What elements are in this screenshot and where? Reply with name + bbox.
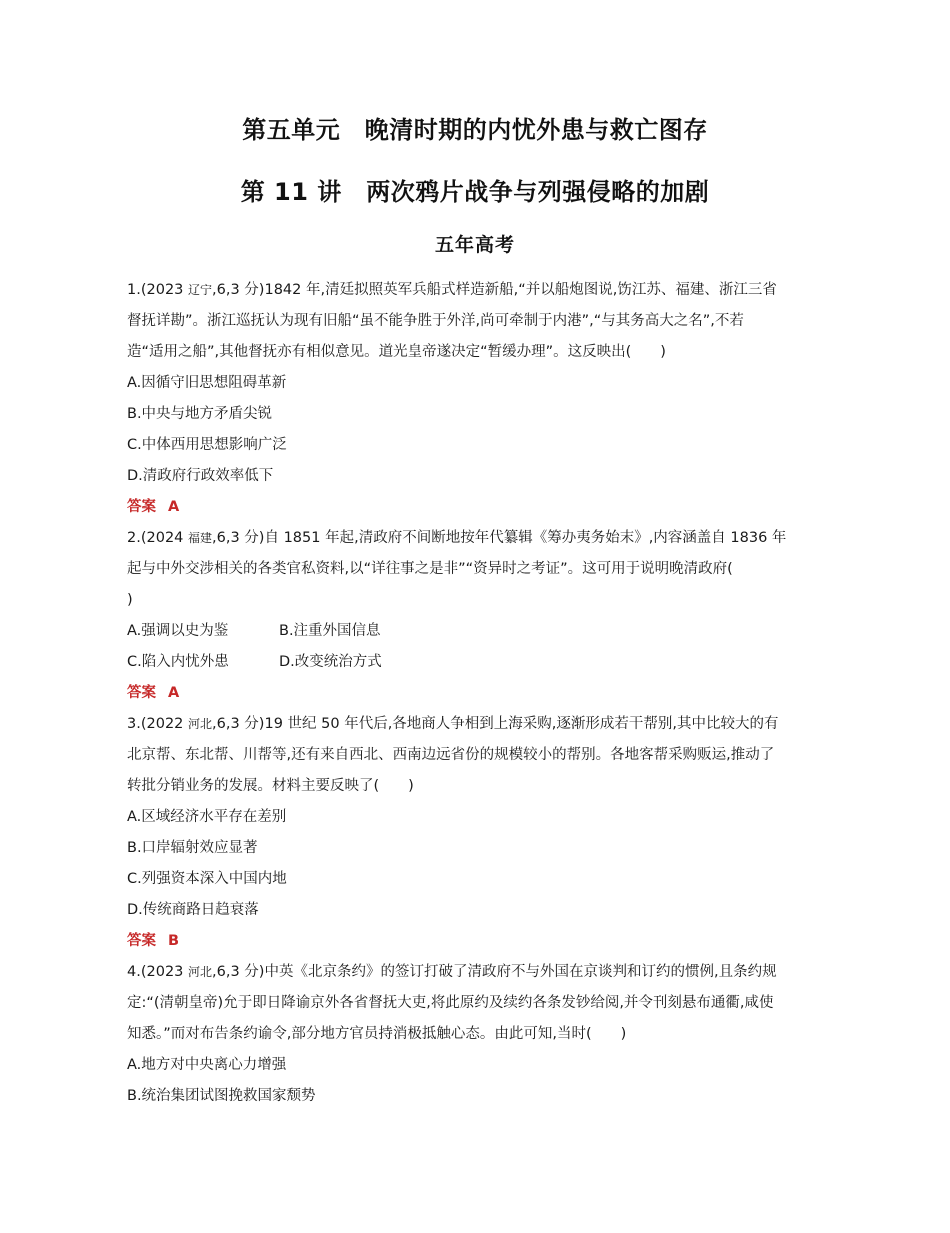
- answer-label: 答案: [127, 499, 156, 515]
- question-stem-line: [127, 709, 827, 740]
- question-meta: ,6,3 分): [212, 964, 265, 980]
- answer-line: [127, 492, 827, 523]
- option-b: B.中央与地方矛盾尖锐: [127, 406, 273, 422]
- option-row: [127, 616, 827, 647]
- answer-value: A: [168, 685, 180, 701]
- option-b: B.口岸辐射效应显著: [127, 840, 258, 856]
- question-stem-line: 转批分销业务的发展。材料主要反映了( ): [127, 778, 414, 794]
- option-c: C.陷入内忧外患: [127, 654, 229, 670]
- question-stem-text: 自 1851 年起,清政府不间断地按年代纂辑《筹办夷务始末》,内容涵盖自 1836 年: [264, 530, 787, 546]
- question-stem-line: 知悉。”而对布告条约谕令,部分地方官员持消极抵触心态。由此可知,当时( ): [127, 1026, 627, 1042]
- question-stem-line: 督抚详勘”。浙江巡抚认为现有旧船“虽不能争胜于外洋,尚可牵制于内港”,“与其务高大之名”,不若: [127, 313, 744, 329]
- option-c: C.中体西用思想影响广泛: [127, 437, 287, 453]
- question-stem-line: [127, 275, 827, 306]
- question-stem-text: 1842 年,清廷拟照英军兵船式样造新船,“并以船炮图说,饬江苏、福建、浙江三省: [264, 282, 777, 298]
- answer-line: [127, 926, 827, 957]
- question-source: 福建: [188, 531, 213, 545]
- section-title: 五年高考: [434, 234, 515, 256]
- question-stem-text: 19 世纪 50 年代后,各地商人争相到上海采购,逐渐形成若干帮别,其中比较大的有: [264, 716, 779, 732]
- option-a: A.区域经济水平存在差别: [127, 809, 287, 825]
- option-b: B.统治集团试图挽救国家颓势: [127, 1088, 316, 1104]
- option-d: D.清政府行政效率低下: [127, 468, 274, 484]
- question-number: 4.(2023: [127, 964, 189, 980]
- option-d: D.传统商路日趋衰落: [127, 902, 259, 918]
- question-stem-text: 中英《北京条约》的签订打破了清政府不与外国在京谈判和订约的惯例,且条约规: [264, 964, 777, 980]
- answer-line: [127, 678, 827, 709]
- question-source: 河北: [188, 717, 213, 731]
- question-1: [127, 275, 827, 1112]
- option-a: A.因循守旧思想阻碍革新: [127, 375, 287, 391]
- question-source: 辽宁: [188, 283, 213, 297]
- question-number: 2.(2024: [127, 530, 189, 546]
- unit-title: 第五单元 晚清时期的内忧外患与救亡图存: [242, 116, 708, 144]
- question-meta: ,6,3 分): [212, 716, 265, 732]
- option-a: A.地方对中央离心力增强: [127, 1057, 287, 1073]
- question-stem-line: ): [127, 592, 133, 608]
- question-stem-line: 北京帮、东北帮、川帮等,还有来自西北、西南边远省份的规模较小的帮别。各地客帮采购贩运,推动了: [127, 747, 775, 763]
- question-stem-line: [127, 523, 827, 554]
- question-stem-line: 起与中外交涉相关的各类官私资料,以“详往事之是非”“资异时之考证”。这可用于说明晚清政府(: [127, 561, 733, 577]
- question-meta: ,6,3 分): [212, 530, 265, 546]
- lesson-title: 第 11 讲 两次鸦片战争与列强侵略的加剧: [240, 178, 710, 206]
- answer-value: B: [168, 933, 180, 949]
- option-b: B.注重外国信息: [279, 623, 381, 639]
- question-stem-line: [127, 957, 827, 988]
- answer-label: 答案: [127, 933, 156, 949]
- answer-label: 答案: [127, 685, 156, 701]
- option-c: C.列强资本深入中国内地: [127, 871, 287, 887]
- option-row: [127, 647, 827, 678]
- question-source: 河北: [188, 965, 213, 979]
- question-stem-line: 造“适用之船”,其他督抚亦有相似意见。道光皇帝遂决定“暂缓办理”。这反映出( ): [127, 344, 666, 360]
- option-a: A.强调以史为鉴: [127, 623, 229, 639]
- question-number: 3.(2022: [127, 716, 189, 732]
- answer-value: A: [168, 499, 180, 515]
- question-number: 1.(2023: [127, 282, 189, 298]
- question-meta: ,6,3 分): [212, 282, 265, 298]
- option-d: D.改变统治方式: [279, 654, 382, 670]
- question-stem-line: 定:“(清朝皇帝)允于即日降谕京外各省督抚大吏,将此原约及续约各条发钞给阅,并令刊刻悬布通衢,咸使: [127, 995, 774, 1011]
